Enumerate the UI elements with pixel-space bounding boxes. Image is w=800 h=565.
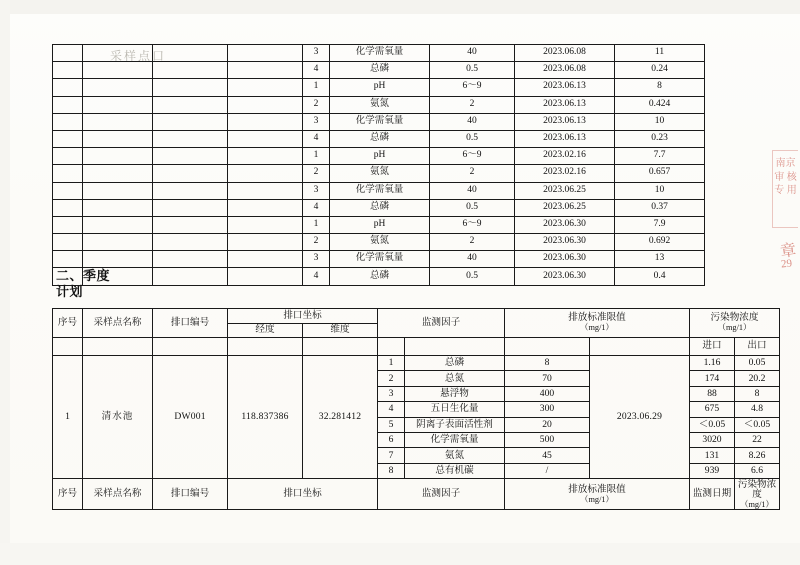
- cell-limit: 2: [430, 165, 515, 182]
- table-row: [53, 45, 705, 62]
- col-concentration: [690, 309, 780, 338]
- cell-value: 10: [615, 113, 705, 130]
- cell-date: 2023.06.13: [515, 79, 615, 96]
- table-row: [53, 268, 705, 285]
- cell-no: 2: [303, 234, 330, 251]
- empty-cell: [153, 113, 228, 130]
- cell-no: 5: [378, 417, 405, 432]
- empty-cell: [228, 62, 303, 79]
- empty-cell: [228, 182, 303, 199]
- empty-cell: [83, 199, 153, 216]
- cell-longitude: 118.837386: [228, 356, 303, 479]
- cell-limit: 2: [430, 234, 515, 251]
- empty-cell: [53, 199, 83, 216]
- table-row: [53, 165, 705, 182]
- footer-col-concentration-unit: （mg/1）: [740, 499, 774, 509]
- empty-cell: [53, 62, 83, 79]
- empty-cell: [53, 338, 83, 356]
- footer-col-limit-label: 排放标准限值: [568, 483, 626, 495]
- cell-inlet-value: 88: [690, 386, 735, 401]
- cell-no: 2: [303, 96, 330, 113]
- footer-col-outlet-code-label: 排口编号: [170, 488, 210, 500]
- cell-no: 6: [378, 432, 405, 447]
- cell-latitude: 32.281412: [303, 356, 378, 479]
- section-heading: 二、季度计划: [56, 268, 111, 299]
- cell-no: 3: [303, 251, 330, 268]
- empty-cell: [405, 338, 505, 356]
- empty-cell: [153, 148, 228, 165]
- empty-cell: [153, 96, 228, 113]
- cell-factor: 总磷: [330, 268, 430, 285]
- cell-no: 2: [303, 165, 330, 182]
- cell-factor: 化学需氧量: [330, 251, 430, 268]
- cell-inlet-value: 1.16: [690, 356, 735, 371]
- cell-limit: /: [505, 463, 590, 478]
- cell-limit: 500: [505, 432, 590, 447]
- scan-edge-left: [0, 0, 10, 565]
- cell-value: 8: [615, 79, 705, 96]
- cell-no: 3: [303, 182, 330, 199]
- empty-cell: [228, 45, 303, 62]
- cell-value: 0.4: [615, 268, 705, 285]
- empty-cell: [153, 338, 228, 356]
- cell-factor: 化学需氧量: [330, 182, 430, 199]
- cell-record-no: 1: [53, 356, 83, 479]
- cell-limit: 6～9: [430, 79, 515, 96]
- empty-cell: [153, 130, 228, 147]
- cell-value: 0.37: [615, 199, 705, 216]
- empty-cell: [83, 148, 153, 165]
- corner-stamp-sub: 29: [780, 257, 793, 271]
- col-limit: [505, 309, 690, 338]
- empty-cell: [378, 338, 405, 356]
- cell-inlet-value: 3020: [690, 432, 735, 447]
- cell-limit: 40: [430, 251, 515, 268]
- empty-cell: [228, 79, 303, 96]
- col-inlet: 进口: [690, 338, 735, 356]
- col-longitude: 经度: [228, 323, 303, 338]
- footer-col-limit: [505, 479, 690, 510]
- empty-cell: [83, 96, 153, 113]
- cell-limit: 400: [505, 386, 590, 401]
- footer-col-no-label: 序号: [57, 488, 78, 500]
- empty-cell: [153, 234, 228, 251]
- cell-limit: 70: [505, 371, 590, 386]
- empty-cell: [153, 251, 228, 268]
- cell-no: 4: [303, 268, 330, 285]
- empty-cell: [228, 165, 303, 182]
- col-limit-label: 排放标准限值: [568, 312, 626, 324]
- empty-cell: [53, 45, 83, 62]
- cell-value: 0.657: [615, 165, 705, 182]
- cell-outlet-value: 8: [735, 386, 780, 401]
- cell-outlet-value: 4.8: [735, 402, 780, 417]
- empty-cell: [228, 268, 303, 285]
- cell-factor: 总氮: [405, 371, 505, 386]
- empty-cell: [228, 96, 303, 113]
- table-footer-header-row: [53, 479, 780, 510]
- cell-date: 2023.06.30: [515, 251, 615, 268]
- faint-header-text: 采样点口: [110, 49, 167, 63]
- table-row: [53, 62, 705, 79]
- empty-cell: [590, 338, 690, 356]
- cell-outlet-value: 6.6: [735, 463, 780, 478]
- empty-cell: [228, 148, 303, 165]
- cell-no: 4: [303, 199, 330, 216]
- footer-col-site-name: [83, 479, 153, 510]
- empty-cell: [153, 62, 228, 79]
- empty-cell: [228, 113, 303, 130]
- footer-col-date-label: 监测日期: [692, 488, 732, 500]
- table-row: [53, 182, 705, 199]
- empty-cell: [153, 199, 228, 216]
- cell-factor: 总磷: [330, 199, 430, 216]
- cell-no: 3: [378, 386, 405, 401]
- cell-date: 2023.06.13: [515, 113, 615, 130]
- empty-cell: [53, 234, 83, 251]
- footer-col-factor: [378, 479, 505, 510]
- empty-cell: [53, 130, 83, 147]
- cell-inlet-value: 174: [690, 371, 735, 386]
- cell-factor: pH: [330, 148, 430, 165]
- empty-cell: [53, 96, 83, 113]
- cell-factor: 氨氮: [330, 165, 430, 182]
- cell-no: 2: [378, 371, 405, 386]
- col-no: 序号: [53, 309, 83, 338]
- col-outlet-coord: 排口坐标: [228, 309, 378, 324]
- empty-cell: [83, 216, 153, 233]
- cell-factor: pH: [330, 79, 430, 96]
- cell-site-name: 清水池: [83, 356, 153, 479]
- cell-date: 2023.06.25: [515, 199, 615, 216]
- cell-value: 0.424: [615, 96, 705, 113]
- cell-factor: 氨氮: [330, 234, 430, 251]
- table-row: [53, 356, 780, 371]
- footer-col-outlet-coord-label: 排口坐标: [283, 488, 322, 500]
- footer-col-outlet-coord: [228, 479, 378, 510]
- cell-limit: 40: [430, 45, 515, 62]
- cell-value: 0.692: [615, 234, 705, 251]
- cell-inlet-value: 131: [690, 448, 735, 463]
- footer-col-no: [53, 479, 83, 510]
- footer-col-outlet-code: [153, 479, 228, 510]
- cell-date: 2023.06.29: [590, 356, 690, 479]
- cell-no: 4: [303, 130, 330, 147]
- cell-no: 4: [303, 62, 330, 79]
- empty-cell: [83, 113, 153, 130]
- cell-inlet-value: ＜0.05: [690, 417, 735, 432]
- cell-date: 2023.06.13: [515, 130, 615, 147]
- col-concentration-unit: （mg/1）: [717, 323, 752, 333]
- cell-no: 1: [303, 216, 330, 233]
- cell-factor: 化学需氧量: [330, 113, 430, 130]
- empty-cell: [153, 268, 228, 285]
- cell-factor: 总磷: [330, 62, 430, 79]
- cell-limit: 2: [430, 96, 515, 113]
- cell-limit: 20: [505, 417, 590, 432]
- empty-cell: [228, 234, 303, 251]
- empty-cell: [228, 216, 303, 233]
- table-row: [53, 79, 705, 96]
- cell-factor: pH: [330, 216, 430, 233]
- cell-date: 2023.06.25: [515, 182, 615, 199]
- cell-factor: 氨氮: [405, 448, 505, 463]
- footer-col-concentration-label: 污染物浓度: [737, 478, 777, 500]
- empty-cell: [228, 251, 303, 268]
- table-row: [53, 199, 705, 216]
- cell-limit: 45: [505, 448, 590, 463]
- footer-col-date: [690, 479, 735, 510]
- cell-no: 8: [378, 463, 405, 478]
- table-row: [53, 96, 705, 113]
- cell-date: 2023.06.30: [515, 216, 615, 233]
- empty-cell: [153, 79, 228, 96]
- col-factor-label: 监测因子: [421, 316, 461, 328]
- scan-edge-top: [0, 0, 800, 14]
- cell-limit: 8: [505, 356, 590, 371]
- cell-outlet-value: 8.26: [735, 448, 780, 463]
- subheader-row: [53, 338, 780, 356]
- col-outlet: 出口: [735, 338, 780, 356]
- table-row: [53, 234, 705, 251]
- empty-cell: [83, 234, 153, 251]
- empty-cell: [228, 338, 303, 356]
- col-factor: [378, 309, 505, 338]
- empty-cell: [153, 182, 228, 199]
- empty-cell: [303, 338, 378, 356]
- footer-col-limit-unit: （mg/1）: [580, 494, 614, 504]
- cell-no: 1: [303, 79, 330, 96]
- cell-outlet-value: 0.05: [735, 356, 780, 371]
- empty-cell: [53, 148, 83, 165]
- cell-outlet-value: 20.2: [735, 371, 780, 386]
- footer-col-factor-label: 监测因子: [421, 488, 461, 500]
- table-header-row: [53, 309, 780, 324]
- footer-col-concentration: [735, 479, 780, 510]
- cell-date: 2023.02.16: [515, 148, 615, 165]
- cell-value: 0.24: [615, 62, 705, 79]
- cell-no: 4: [378, 402, 405, 417]
- cell-limit: 6～9: [430, 148, 515, 165]
- table-row: [53, 130, 705, 147]
- cell-no: 3: [303, 45, 330, 62]
- cell-factor: 悬浮物: [405, 386, 505, 401]
- empty-cell: [83, 338, 153, 356]
- cell-value: 7.9: [615, 216, 705, 233]
- cell-factor: 五日生化量: [405, 402, 505, 417]
- cell-value: 11: [615, 45, 705, 62]
- empty-cell: [53, 113, 83, 130]
- continuation-table: [52, 44, 705, 286]
- cell-limit: 0.5: [430, 199, 515, 216]
- col-site-name: 采样点名称: [83, 309, 153, 338]
- quarterly-plan-table: [52, 308, 780, 510]
- empty-cell: [228, 130, 303, 147]
- cell-factor: 总磷: [405, 356, 505, 371]
- table-row: [53, 113, 705, 130]
- empty-cell: [83, 45, 153, 62]
- cell-factor: 阴离子表面活性剂: [405, 417, 505, 432]
- cell-no: 3: [303, 113, 330, 130]
- table-row: [53, 216, 705, 233]
- cell-date: 2023.06.13: [515, 96, 615, 113]
- cell-factor: 化学需氧量: [405, 432, 505, 447]
- cell-value: 10: [615, 182, 705, 199]
- cell-date: 2023.06.08: [515, 62, 615, 79]
- cell-factor: 化学需氧量: [330, 45, 430, 62]
- empty-cell: [153, 45, 228, 62]
- cell-factor: 氨氮: [330, 96, 430, 113]
- cell-value: 7.7: [615, 148, 705, 165]
- empty-cell: [53, 182, 83, 199]
- empty-cell: [505, 338, 590, 356]
- cell-limit: 40: [430, 182, 515, 199]
- col-latitude: 维度: [303, 323, 378, 338]
- cell-value: 0.23: [615, 130, 705, 147]
- empty-cell: [53, 251, 83, 268]
- cell-date: 2023.02.16: [515, 165, 615, 182]
- empty-cell: [83, 130, 153, 147]
- cell-outlet-value: 22: [735, 432, 780, 447]
- empty-cell: [83, 79, 153, 96]
- empty-cell: [153, 216, 228, 233]
- cell-limit: 40: [430, 113, 515, 130]
- cell-limit: 0.5: [430, 62, 515, 79]
- cell-inlet-value: 675: [690, 402, 735, 417]
- empty-cell: [83, 165, 153, 182]
- empty-cell: [83, 62, 153, 79]
- edge-stamp: 南京 审 核 专 用: [772, 150, 798, 228]
- cell-factor: 总有机碳: [405, 463, 505, 478]
- col-limit-unit: （mg/1）: [580, 323, 614, 333]
- cell-value: 13: [615, 251, 705, 268]
- col-concentration-label: 污染物浓度: [710, 312, 759, 324]
- empty-cell: [153, 165, 228, 182]
- cell-no: 7: [378, 448, 405, 463]
- cell-outlet-value: ＜0.05: [735, 417, 780, 432]
- cell-factor: 总磷: [330, 130, 430, 147]
- cell-limit: 0.5: [430, 268, 515, 285]
- scan-edge-bottom: [0, 543, 800, 565]
- cell-outlet-code: DW001: [153, 356, 228, 479]
- cell-inlet-value: 939: [690, 463, 735, 478]
- empty-cell: [53, 165, 83, 182]
- empty-cell: [53, 79, 83, 96]
- empty-cell: [83, 251, 153, 268]
- cell-limit: 0.5: [430, 130, 515, 147]
- table-row: [53, 251, 705, 268]
- empty-cell: [228, 199, 303, 216]
- table-row: [53, 148, 705, 165]
- empty-cell: [53, 216, 83, 233]
- cell-no: 1: [303, 148, 330, 165]
- cell-limit: 6～9: [430, 216, 515, 233]
- cell-no: 1: [378, 356, 405, 371]
- empty-cell: [83, 182, 153, 199]
- cell-date: 2023.06.08: [515, 45, 615, 62]
- col-outlet-code: 排口编号: [153, 309, 228, 338]
- cell-limit: 300: [505, 402, 590, 417]
- corner-stamp-mark: 章: [779, 241, 798, 262]
- cell-date: 2023.06.30: [515, 234, 615, 251]
- cell-date: 2023.06.30: [515, 268, 615, 285]
- footer-col-site-name-label: 采样点名称: [93, 488, 142, 500]
